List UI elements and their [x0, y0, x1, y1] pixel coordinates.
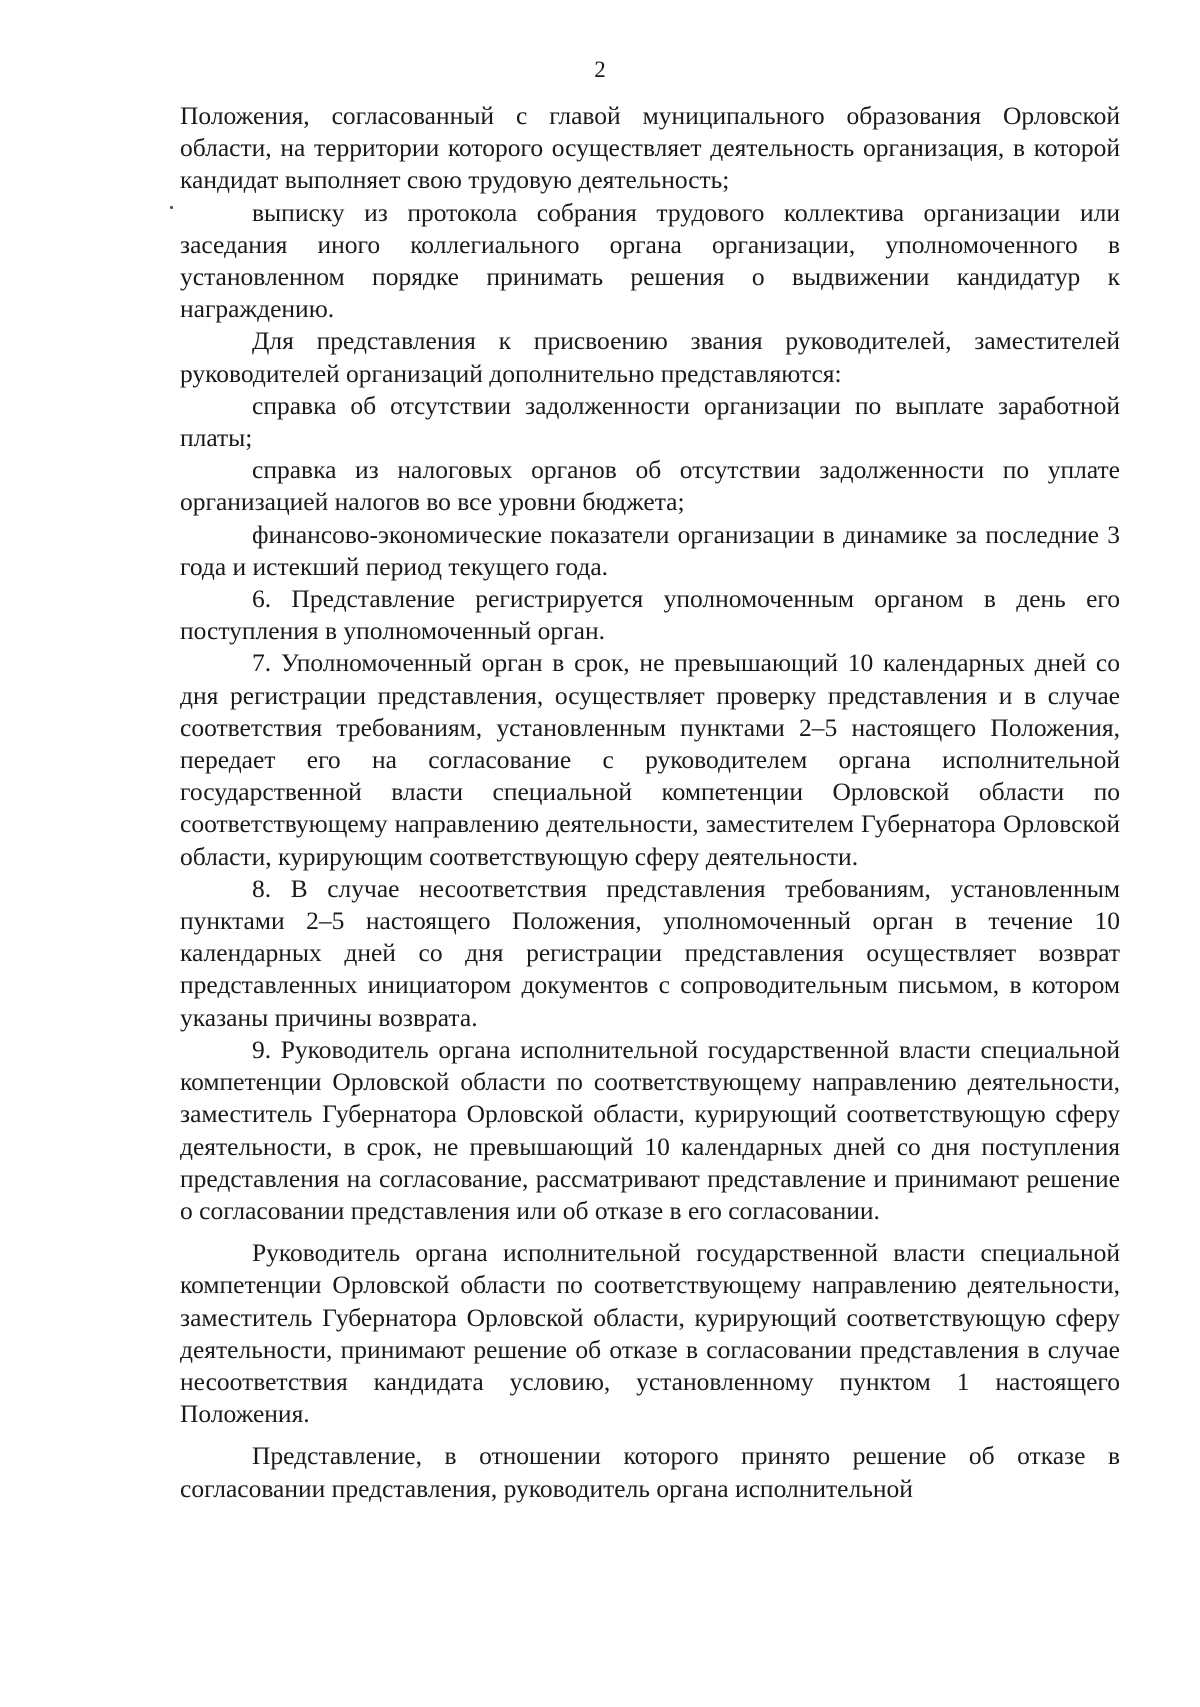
paragraph-financial-indicators: финансово-экономические показатели организации в динамике за последние 3 года и истекший период текущего года. [180, 519, 1120, 581]
paragraph-item-7: 7. Уполномоченный орган в срок, не превышающий 10 календарных дней со дня регистрации представления, осуществляет проверку представления и в случае соответствия требованиям, установленным пунктами 2–5 настоящего Положения, передает его на согласование с руководителем органа исполнительной государственной власти специальной компетенции Орловской области по соответствующему направлению деятельности, заместителем Губернатора Орловской области, курирующим соответствующую сферу деятельности. [180, 648, 1120, 871]
paragraph-protocol-extract: выписку из протокола собрания трудового коллектива организации или заседания иного коллегиального органа организации, уполномоченного в установленном порядке принимать решения о выдвижении кандидатур к награждению. [180, 197, 1120, 324]
scan-speck [170, 206, 173, 209]
paragraph-tax-certificate: справка из налоговых органов об отсутствии задолженности по уплате организацией налогов во все уровни бюджета; [180, 455, 1120, 517]
paragraph-salary-certificate: справка об отсутствии задолженности организации по выплате заработной платы; [180, 390, 1120, 453]
document-body [180, 100, 1120, 1505]
paragraph-managers-requirements: Для представления к присвоению звания руководителей, заместителей руководителей организаций дополнительно представляются: [180, 326, 1120, 388]
paragraph-continuation: Положения, согласованный с главой муниципального образования Орловской области, на территории которого осуществляет деятельность организация, в которой кандидат выполняет свою трудовую деятельность; [180, 101, 1120, 195]
paragraph-item-6: 6. Представление регистрируется уполномоченным органом в день его поступления в уполномоченный орган. [180, 584, 1120, 646]
paragraph-refused-submission: Представление, в отношении которого принято решение об отказе в согласовании представления, руководитель органа исполнительной [180, 1441, 1120, 1503]
page-number: 2 [594, 57, 606, 82]
paragraph-item-9: 9. Руководитель органа исполнительной государственной власти специальной компетенции Орловской области по соответствующему направлению деятельности, заместитель Губернатора Орловской области, курирующий соответствующую сферу деятельности, в срок, не превышающий 10 календарных дней со дня поступления представления на согласование, рассматривают представление и принимают решение о согласовании представления или об отказе в его согласовании. [180, 1034, 1120, 1225]
paragraph-item-8: 8. В случае несоответствия представления требованиям, установленным пунктами 2–5 настоящего Положения, уполномоченный орган в течение 10 календарных дней со дня регистрации представления осуществляет возврат представленных инициатором документов с сопроводительным письмом, в котором указаны причины возврата. [180, 873, 1120, 1032]
paragraph-refusal-decision: Руководитель органа исполнительной государственной власти специальной компетенции Орловской области по соответствующему направлению деятельности, заместитель Губернатора Орловской области, курирующий соответствующую сферу деятельности, принимают решение об отказе в согласовании представления в случае несоответствия кандидата условию, установленному пунктом 1 настоящего Положения. [180, 1238, 1120, 1429]
